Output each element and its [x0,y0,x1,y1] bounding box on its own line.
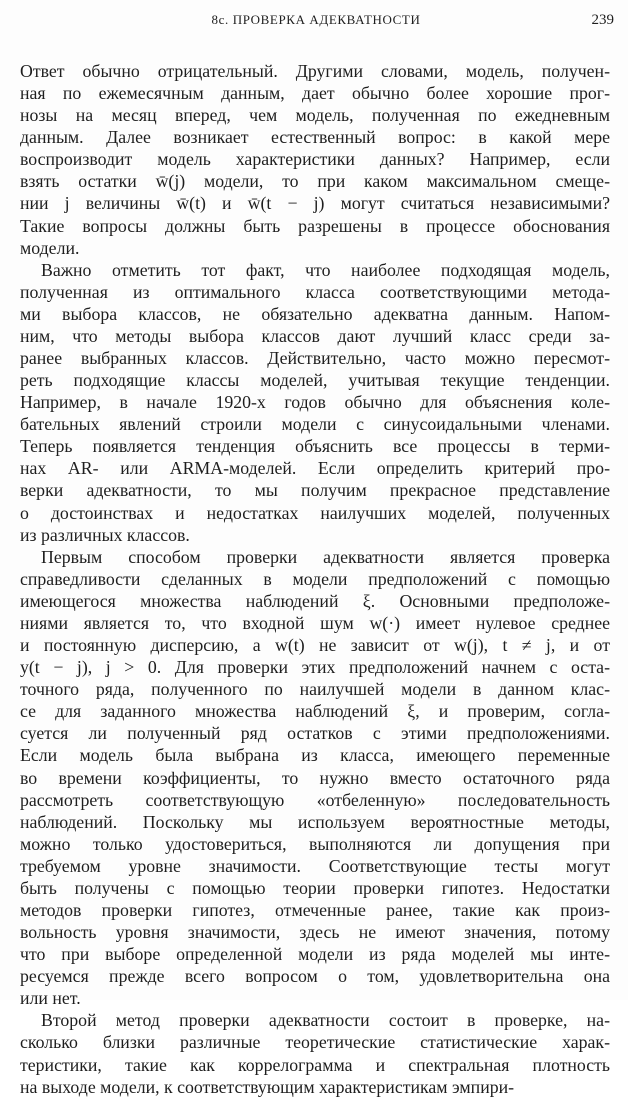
text-line: воспроизводит модель характеристики данных? Например, если [20,149,610,170]
text-line: из различных классов. [20,524,190,545]
text-line: рассмотреть соответствующую «отбеленную» последовательность [20,789,610,810]
text-line: бательных явлений строили модели с синусоидальными членами. [20,414,610,435]
text-line: на выходе модели, к соответствующим характеристикам эмпири- [20,1076,515,1097]
text-line: во времени коэффициенты, то нужно вместо остаточного ряда [20,767,610,788]
text-line: нии j величины w̄(t) и w̄(t − j) могут считаться независимыми? [20,193,610,214]
text-line: полученная из оптимального класса соответствующими метода- [20,281,610,302]
text-line: теристики, такие как коррелограмма и спектральная плотность [20,1054,610,1075]
text-line: суется ли полученный ряд остатков с этими предположениями. [20,723,610,744]
page-number: 239 [591,12,614,28]
text-line: о достоинствах и недостатках наилучших моделей, полученных [20,502,610,523]
text-line: можно только удостовериться, выполняются ли допущения при [20,833,610,854]
text-line: сколько близки различные теоретические статистические харак- [20,1032,610,1053]
text-line: имеющегося множества наблюдений ξ. Основными предположе- [20,590,610,611]
paragraph [20,1009,610,1097]
text-line: быть получены с помощью теории проверки гипотез. Недостатки [20,877,610,898]
text-line: ранее выбранных классов. Действительно, часто можно пересмот- [20,348,610,369]
text-line: верки адекватности, то мы получим прекрасное представление [20,480,610,501]
paragraph [20,546,610,1010]
text-line: модели. [20,237,80,258]
text-line: требуемом уровне значимости. Соответствующие тесты могут [20,855,610,876]
text-line: справедливости сделанных в модели предположений с помощью [20,568,610,589]
text-line: Если модель была выбрана из класса, имеющего переменные [20,745,610,766]
text-line: Ответ обычно отрицательный. Другими словами, модель, получен- [20,61,610,81]
text-line: точного ряда, полученного по наилучшей модели в данном клас- [20,679,610,700]
text-line: Такие вопросы должны быть разрешены в процессе обоснования [20,215,610,236]
text-line: данным. Далее возникает естественный вопрос: в какой мере [20,127,610,148]
text-line: Второй метод проверки адекватности состоит в проверке, на- [41,1010,610,1031]
text-line: нозы на месяц вперед, чем модель, полученная по ежедневным [20,105,610,126]
text-line: реть подходящие классы моделей, учитывая текущие тенденции. [20,370,610,391]
text-line: методов проверки гипотез, отмеченные ранее, такие как произ- [20,899,610,920]
text-line: что при выборе определенной модели из ряда моделей мы инте- [20,944,610,965]
text-line: y(t − j), j > 0. Для проверки этих предположений начнем с оста- [20,657,610,678]
text-line: вольность уровня значимости, здесь не имеют значения, потому [20,922,610,943]
text-line: Первым способом проверки адекватности является проверка [41,546,610,567]
text-line: наблюдений. Поскольку мы используем вероятностные методы, [20,811,610,832]
paragraph [20,259,610,546]
page-header [18,12,614,32]
text-line: и постоянную дисперсию, а w(t) не зависит от w(j), t ≠ j, и от [20,635,610,656]
text-line: ресуемся прежде всего вопросом о том, удовлетворительна она [20,966,610,987]
text-line: ми выбора классов, не обязательно адекватна данным. Напом- [20,303,610,324]
text-line: Важно отметить тот факт, что наиболее подходящая модель, [41,259,610,280]
text-line: или нет. [20,988,81,1009]
text-line: ная по ежемесячным данным, дает обычно более хорошие прог- [20,83,610,104]
text-line: се для заданного множества наблюдений ξ, и проверим, согла- [20,701,610,722]
text-line: ниями является то, что входной шум w(·) имеет нулевое среднее [20,612,610,633]
body-text [20,60,610,1098]
text-line: взять остатки w̄(j) модели, то при каком максимальном смеще- [20,171,610,192]
text-line: Теперь появляется тенденция объяснить все процессы в терми- [20,436,610,457]
text-line: нах AR- или ARMA-моделей. Если определить критерий про- [20,458,610,479]
paragraph [20,60,610,259]
text-line: Например, в начале 1920-х годов обычно для объяснения коле- [20,392,610,413]
running-head: 8с. ПРОВЕРКА АДЕКВАТНОСТИ [211,12,421,27]
text-line: ним, что методы выбора классов дают лучший класс среди за- [20,325,610,346]
